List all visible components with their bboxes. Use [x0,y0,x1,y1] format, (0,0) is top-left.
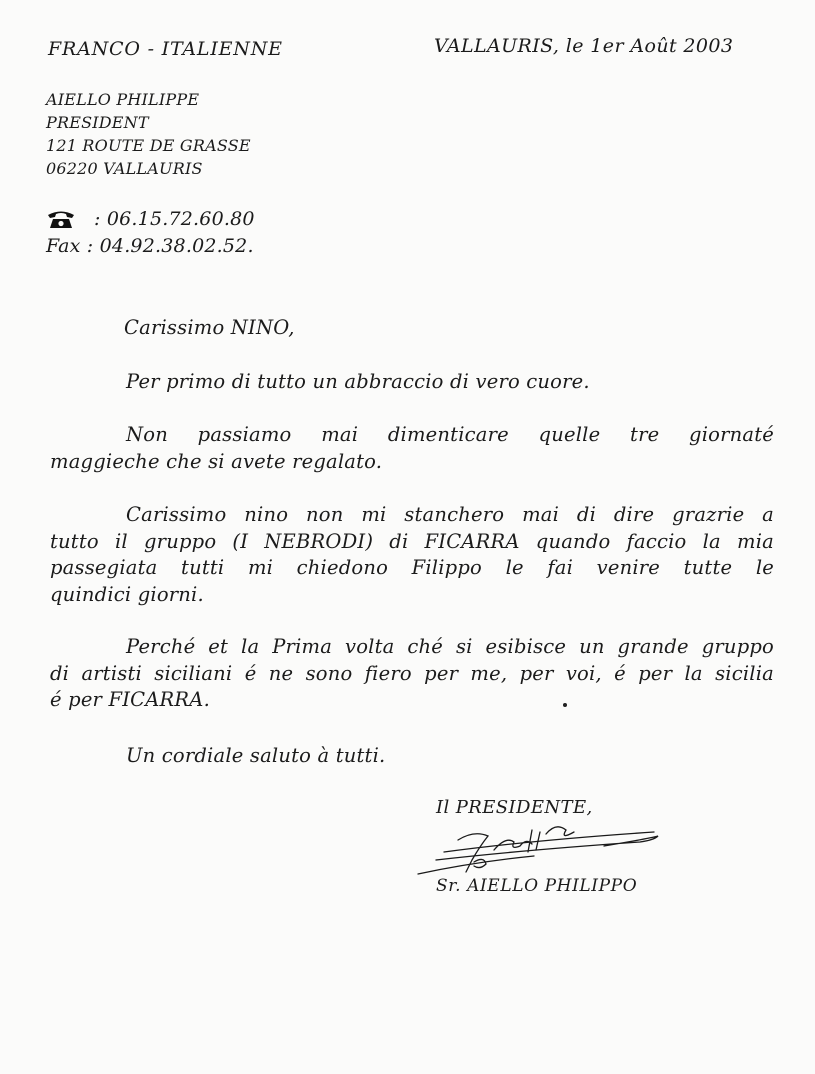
letter-paragraph [50,369,774,396]
paragraph-line: maggieche che si avete regalato. [50,449,383,473]
letter-paragraph [50,502,774,608]
signature-title: Il PRESIDENTE, [436,797,593,818]
phone-line [46,208,255,230]
letter-paragraph [50,422,774,475]
sender-address [46,88,251,180]
handwritten-signature [414,816,674,878]
ink-speck [563,703,567,707]
letter-greeting: Carissimo NINO, [124,316,295,339]
paragraph-line: Carissimo nino non mi stanchero mai di dire grazrie a [126,503,774,526]
paragraph-line: é per FICARRA. [50,688,210,711]
address-line: PRESIDENT [46,113,149,132]
address-line: 121 ROUTE DE GRASSE [46,136,251,155]
signer-name: Sr. AIELLO PHILIPPO [436,876,638,896]
letter-closing: Un cordiale saluto à tutti. [126,744,386,767]
paragraph-line: tutto il gruppo (I NEBRODI) di FICARRA quando faccio la mia [50,529,774,553]
paragraph-line: Perché et la Prima volta ché si esibisce un grande gruppo [126,635,774,658]
phone-number: : 06.15.72.60.80 [94,208,255,230]
letter-paragraph [50,634,774,714]
organization-name: FRANCO - ITALIENNE [48,38,283,60]
paragraph-line: di artisti siciliani é ne sono fiero per me, per voi, é per la sicilia [50,661,774,685]
place-date: VALLAURIS, le 1er Août 2003 [434,35,734,57]
address-line: 06220 VALLAURIS [46,159,203,178]
paragraph-line: Per primo di tutto un abbraccio di vero cuore. [126,370,590,393]
paragraph-line: quindici giorni. [50,582,204,606]
paragraph-line: passegiata tutti mi chiedono Filippo le fai venire tutte le [50,556,774,579]
address-line: AIELLO PHILIPPE [46,90,200,109]
paragraph-line: Non passiamo mai dimenticare quelle tre giornaté [126,423,774,446]
fax-number: Fax : 04.92.38.02.52. [46,235,254,257]
telephone-icon [46,209,76,229]
